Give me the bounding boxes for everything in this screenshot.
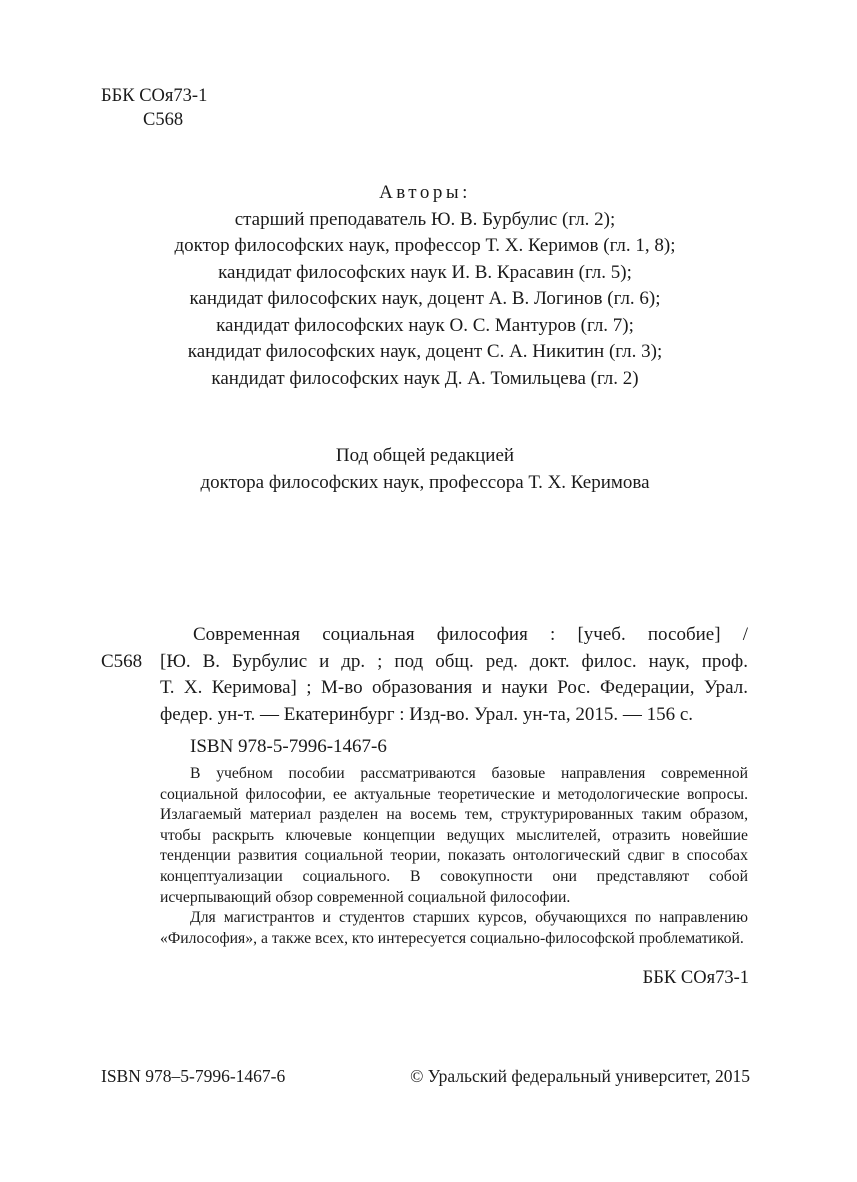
author-line: кандидат философских наук, доцент А. В. Логинов (гл. 6); bbox=[189, 288, 661, 309]
author-mark: С568 bbox=[143, 110, 184, 130]
editor-block bbox=[100, 442, 750, 496]
editor-line-2: доктора философских наук, профессора Т. Х. Керимова bbox=[200, 472, 650, 493]
footer-isbn: ISBN 978–5-7996-1467-6 bbox=[101, 1066, 286, 1086]
author-line: кандидат философских наук Д. А. Томильцева (гл. 2) bbox=[211, 367, 639, 389]
catalog-author-mark: С568 bbox=[101, 651, 143, 672]
abstract bbox=[160, 764, 748, 949]
bbk-classification-bottom: ББК СОя73-1 bbox=[642, 968, 749, 988]
bbk-classification-top bbox=[101, 84, 207, 132]
catalog-line: федер. ун-т. — Екатеринбург : Изд-во. Урал. ун-та, 2015. — 156 с. bbox=[160, 703, 694, 725]
catalog-record bbox=[160, 622, 748, 761]
bbk-code: ББК СОя73-1 bbox=[101, 86, 208, 106]
editor-line-1: Под общей редакцией bbox=[335, 445, 515, 466]
abstract-paragraph: Для магистрантов и студентов старших курсов, обучающихся по направлению «Философия», а также всех, кто интересуется социально-философской проблематикой. bbox=[160, 909, 748, 947]
footer-copyright: © Уральский федеральный университет, 2015 bbox=[410, 1066, 750, 1086]
author-line: старший преподаватель Ю. В. Бурбулис (гл. 2); bbox=[234, 208, 616, 230]
author-line: доктор философских наук, профессор Т. Х. Керимов (гл. 1, 8); bbox=[174, 235, 676, 256]
author-line: кандидат философских наук О. С. Мантуров (гл. 7); bbox=[216, 314, 634, 336]
author-line: кандидат философских наук, доцент С. А. Никитин (гл. 3); bbox=[187, 341, 663, 362]
catalog-line: [Ю. В. Бурбулис и др. ; под общ. ред. докт. филос. наук, проф. bbox=[160, 650, 748, 672]
catalog-line: Т. Х. Керимова] ; М-во образования и науки Рос. Федерации, Урал. bbox=[160, 677, 748, 698]
catalog-line: Современная социальная философия : [учеб. пособие] / bbox=[193, 624, 748, 645]
authors-block bbox=[100, 180, 750, 392]
author-line: кандидат философских наук И. В. Красавин (гл. 5); bbox=[218, 261, 632, 283]
abstract-paragraph: В учебном пособии рассматриваются базовые направления современной социальной философии, ее актуальные теоретические и методологические вопросы. Излагаемый материал разделен на восемь тем, структурированных таким образом, чтобы раскрыть ключевые концепции ведущих мыслителей, отразить новейшие тенденции развития социальной теории, показать онтологический сдвиг в способах концептуализации социального. В совокупности они представляют собой исчерпывающий обзор современной социальной философии. bbox=[160, 765, 748, 906]
catalog-isbn: ISBN 978-5-7996-1467-6 bbox=[190, 736, 387, 757]
authors-heading: Авторы: bbox=[379, 182, 471, 203]
